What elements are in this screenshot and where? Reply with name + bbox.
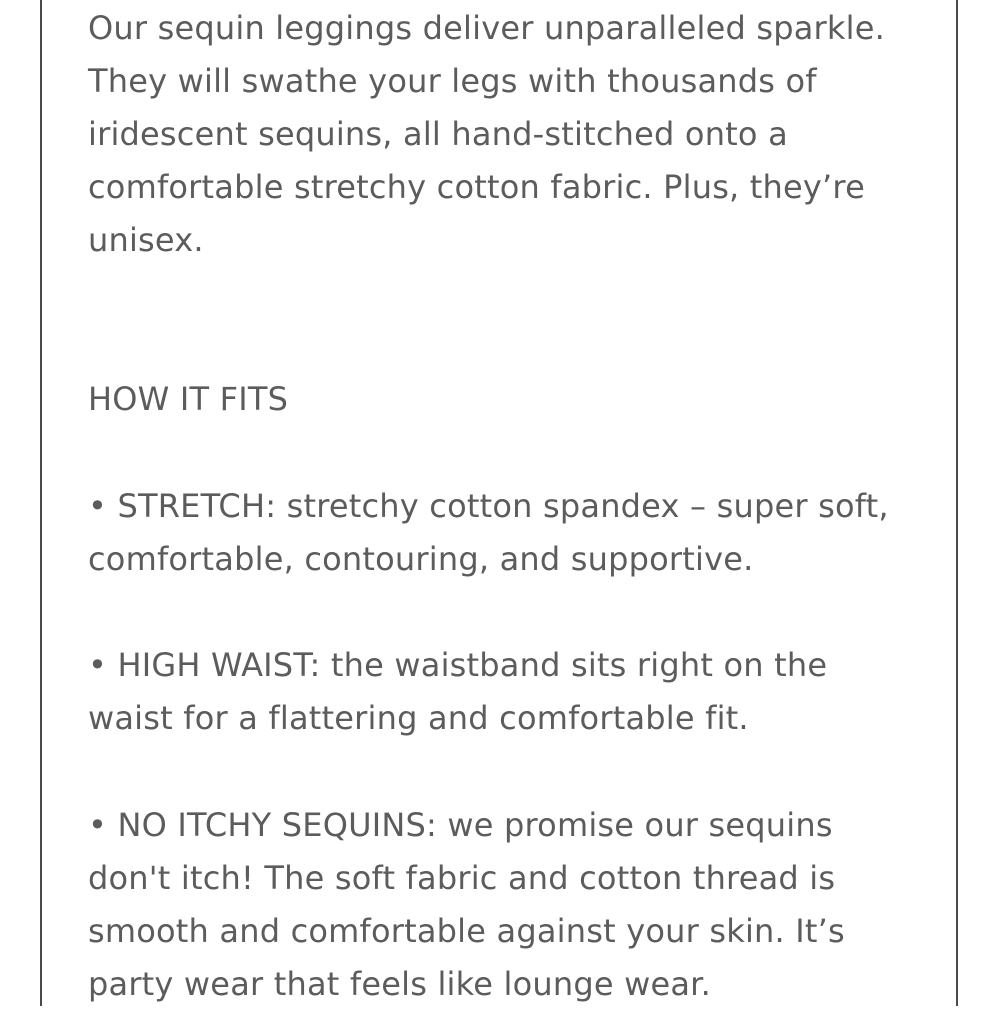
bullet-icon: • (88, 487, 108, 525)
bullet-text: stretchy cotton spandex – super soft, comfortable, contouring, and supportive. (88, 487, 889, 578)
bullet-text: the waistband sits right on the waist for a flattering and comfortable fit. (88, 646, 828, 737)
fit-bullet-stretch (88, 480, 918, 586)
fit-bullet-no-itchy-sequins (88, 799, 918, 1011)
bullet-icon: • (88, 646, 108, 684)
bullet-label: STRETCH: (117, 487, 277, 525)
bullet-label: NO ITCHY SEQUINS: (117, 806, 437, 844)
fit-section-heading: HOW IT FITS (88, 380, 289, 418)
bullet-label: HIGH WAIST: (117, 646, 321, 684)
fit-bullet-high-waist (88, 639, 918, 745)
bullet-icon: • (88, 806, 108, 844)
intro-paragraph: Our sequin leggings deliver unparalleled sparkle. They will swathe your legs with thousands of iridescent sequins, all hand-stitched onto a comfortable stretchy cotton fabric. Plus, they’re unisex. (88, 9, 885, 259)
bullet-text: we promise our sequins don't itch! The soft fabric and cotton thread is smooth and comfortable against your skin. It’s party wear that feels like lounge wear. (88, 806, 845, 1003)
